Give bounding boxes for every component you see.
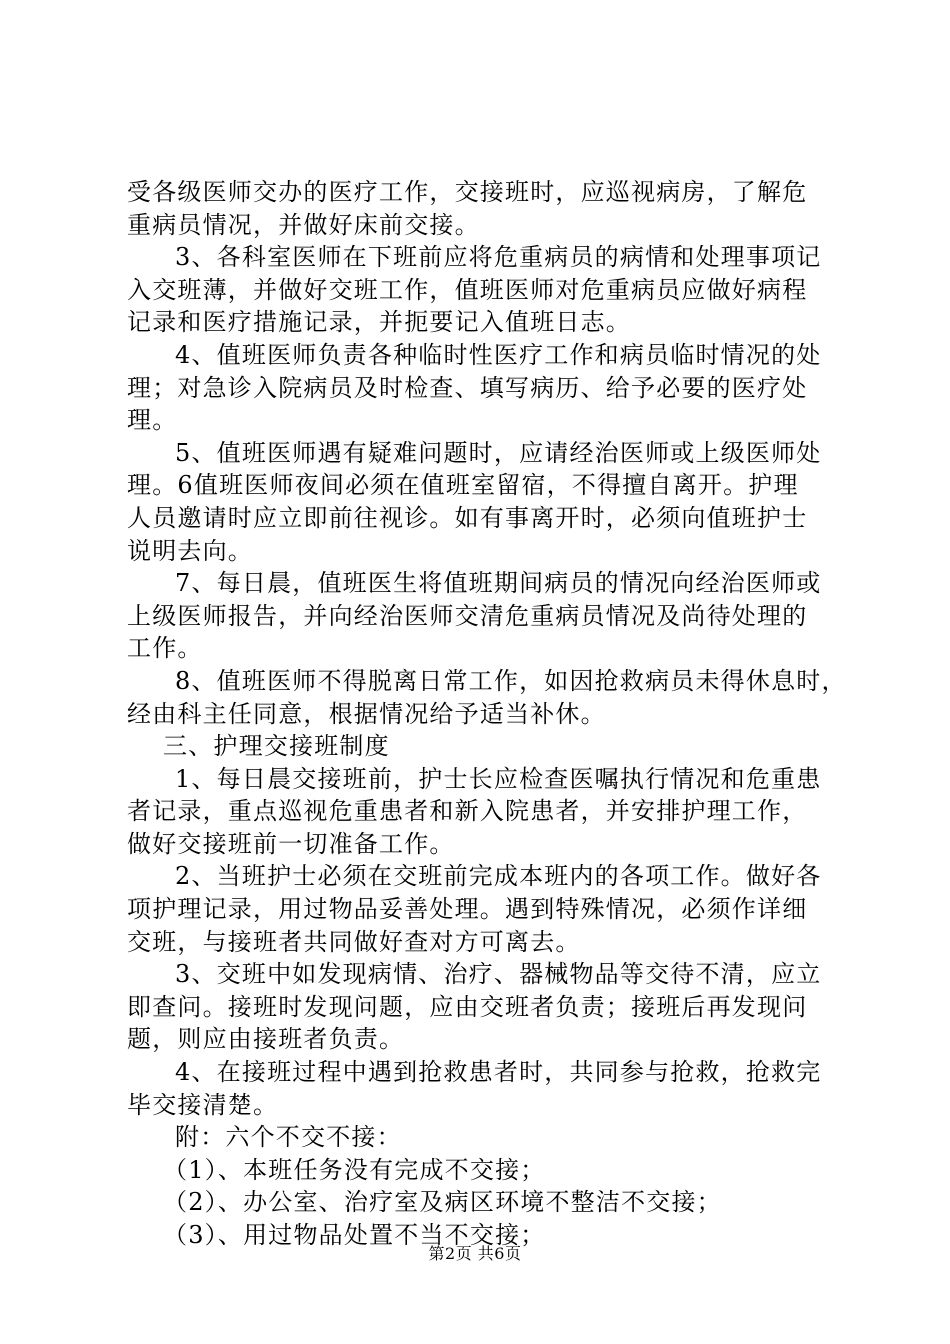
text-line: 经由科主任同意，根据情况给予适当补休。 — [127, 699, 606, 728]
text-line: 题，则应由接班者负责。 — [127, 1025, 405, 1054]
text-line: 8、值班医师不得脱离日常工作，如因抢救病员未得休息时， — [175, 666, 847, 695]
text-line: 7、每日晨，值班医生将值班期间病员的情况向经治医师或 — [175, 569, 822, 598]
page-number-footer: 第2页 共6页 — [428, 1244, 522, 1263]
text-line: 者记录，重点巡视危重患者和新入院患者，并安排护理工作， — [127, 797, 808, 826]
text-line: 3、各科室医师在下班前应将危重病员的病情和处理事项记 — [175, 243, 822, 272]
appendix-item: （3）、用过物品处置不当不交接； — [163, 1221, 546, 1249]
text-line: 5、值班医师遇有疑难问题时，应请经治医师或上级医师处 — [175, 438, 822, 467]
text-line: 记录和医疗措施记录，并扼要记入值班日志。 — [127, 308, 631, 337]
text-line: 理；对急诊入院病员及时检查、填写病历、给予必要的医疗处 — [127, 373, 808, 402]
appendix-item: （1）、本班任务没有完成不交接； — [163, 1155, 546, 1184]
document-body — [127, 176, 847, 1252]
text-line: 项护理记录，用过物品妥善处理。遇到特殊情况，必须作详细 — [127, 895, 808, 924]
text-line: 说明去向。 — [127, 536, 253, 565]
text-line: 3、交班中如发现病情、治疗、器械物品等交待不清，应立 — [175, 960, 822, 989]
text-line: 即查问。接班时发现问题，应由交班者负责；接班后再发现问 — [127, 992, 808, 1021]
text-line: 重病员情况，并做好床前交接。 — [127, 210, 480, 239]
text-line: 交班，与接班者共同做好查对方可离去。 — [127, 927, 581, 956]
text-line: 理。6值班医师夜间必须在值班室留宿，不得擅自离开。护理 — [127, 471, 799, 500]
text-line: 4、在接班过程中遇到抢救患者时，共同参与抢救，抢救完 — [175, 1058, 822, 1087]
text-line: 4、值班医师负责各种临时性医疗工作和病员临时情况的处 — [175, 340, 822, 369]
text-line: 2、当班护士必须在交班前完成本班内的各项工作。做好各 — [175, 862, 822, 891]
text-line: 上级医师报告，并向经治医师交清危重病员情况及尚待处理的 — [127, 601, 808, 630]
text-line: 受各级医师交办的医疗工作，交接班时，应巡视病房，了解危 — [127, 178, 808, 206]
text-line: 做好交接班前一切准备工作。 — [127, 829, 455, 858]
text-line: 理。 — [127, 406, 178, 435]
text-line: 工作。 — [127, 634, 203, 663]
text-line: 毕交接清楚。 — [127, 1090, 279, 1119]
section-heading: 三、护理交接班制度 — [163, 732, 390, 761]
appendix-item: （2）、办公室、治疗室及病区环境不整洁不交接； — [163, 1188, 722, 1217]
text-line: 入交班薄，并做好交班工作，值班医师对危重病员应做好病程 — [127, 275, 808, 304]
text-line: 1、每日晨交接班前，护士长应检查医嘱执行情况和危重患 — [175, 764, 822, 793]
text-line: 人员邀请时应立即前往视诊。如有事离开时，必须向值班护士 — [127, 503, 808, 532]
appendix-title: 附：六个不交不接： — [175, 1123, 402, 1152]
